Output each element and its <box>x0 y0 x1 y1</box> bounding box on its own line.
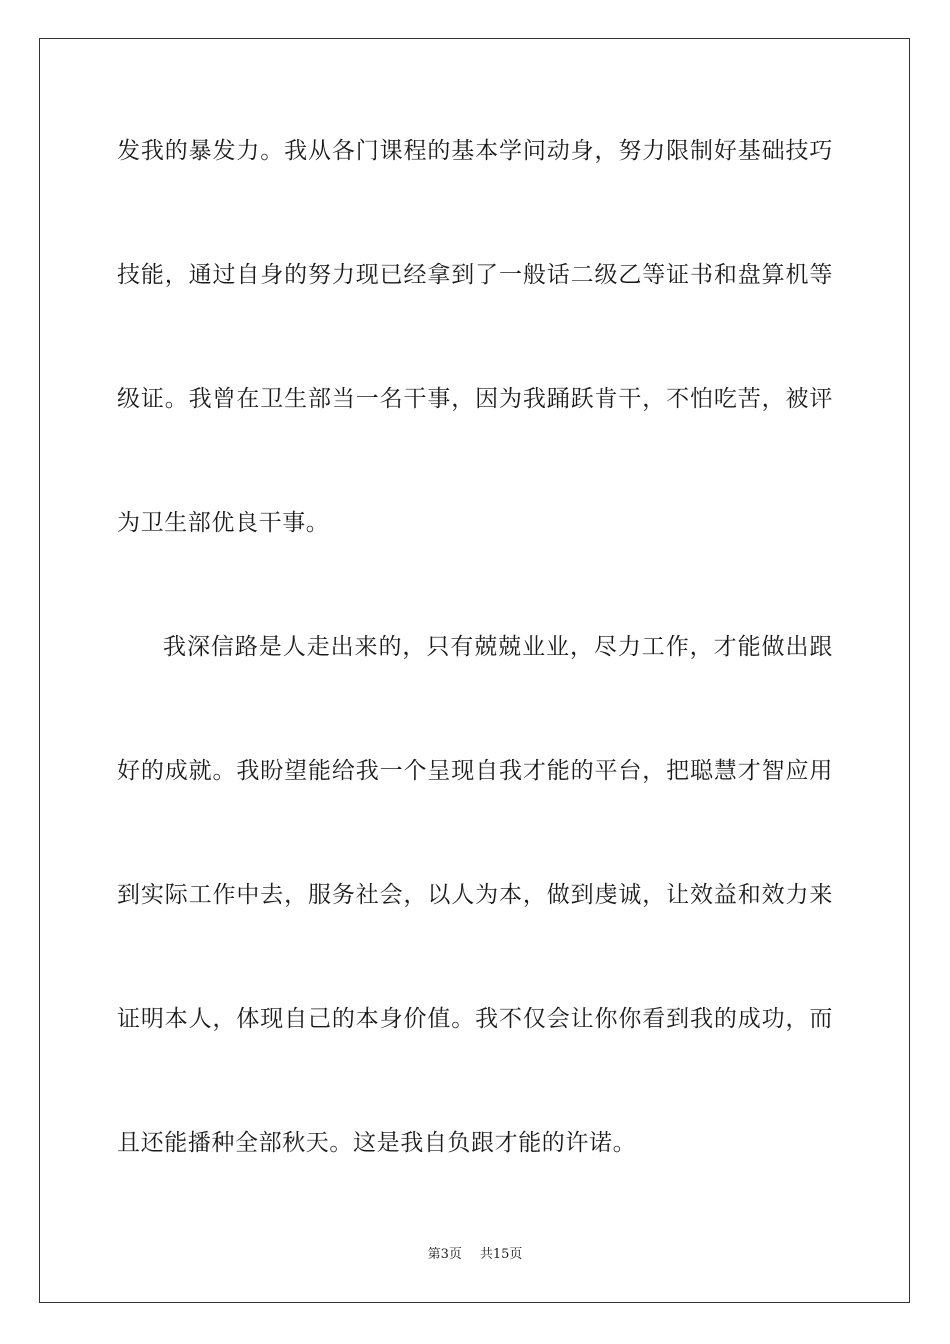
text-line: 到实际工作中去，服务社会，以人为本，做到虔诚，让效益和效力来 <box>117 882 833 908</box>
paragraph-first-line: 我深信路是人走出来的，只有兢兢业业，尽力工作，才能做出跟 <box>163 634 833 660</box>
page-border <box>39 38 910 1303</box>
text-line: 级证。我曾在卫生部当一名干事，因为我踊跃肯干，不怕吃苦，被评 <box>117 386 833 412</box>
text-line: 为卫生部优良干事。 <box>117 510 330 536</box>
text-line: 好的成就。我盼望能给我一个呈现自我才能的平台，把聪慧才智应用 <box>117 758 833 784</box>
text-line: 技能，通过自身的努力现已经拿到了一般话二级乙等证书和盘算机等 <box>117 262 833 288</box>
page-footer <box>0 1246 950 1264</box>
page-total: 共15页 <box>479 1247 523 1262</box>
text-line: 发我的暴发力。我从各门课程的基本学问动身，努力限制好基础技巧 <box>117 138 833 164</box>
text-line: 证明本人，体现自己的本身价值。我不仅会让你你看到我的成功，而 <box>117 1006 833 1032</box>
page-number: 第3页 <box>427 1247 462 1262</box>
text-line: 且还能播种全部秋天。这是我自负跟才能的许诺。 <box>117 1130 637 1156</box>
